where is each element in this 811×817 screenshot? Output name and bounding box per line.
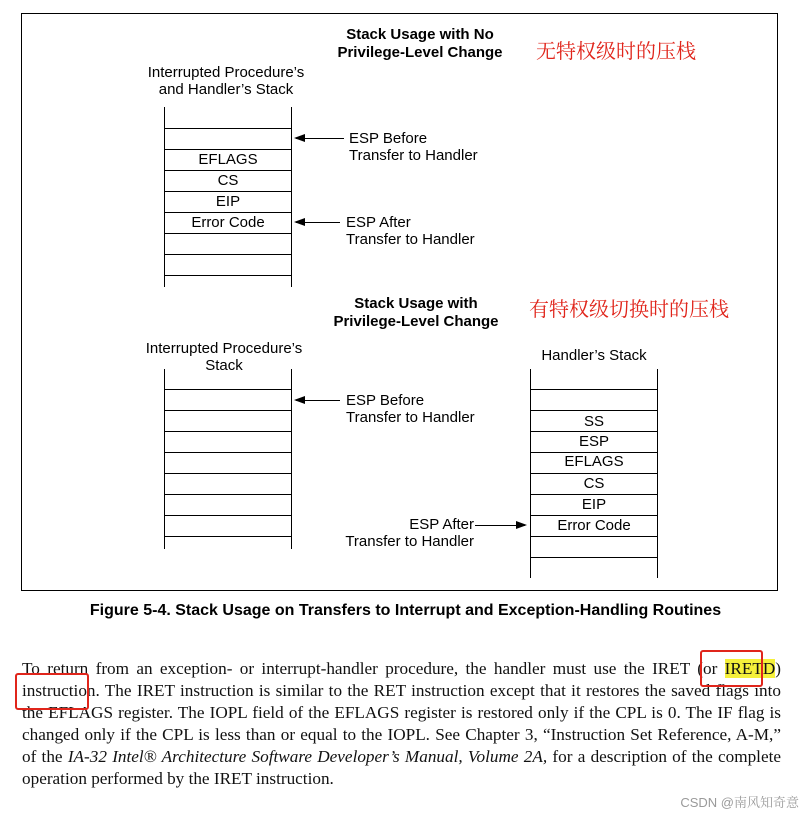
top-stack-line — [164, 233, 292, 234]
bottom-left-stack-left-wall — [164, 369, 165, 549]
top-cell-eip: EIP — [215, 193, 241, 210]
handler-cell-eflags: EFLAGS — [564, 453, 624, 470]
bottom-left-stack-right-wall — [291, 369, 292, 549]
bottom-esp-before-line2: Transfer to Handler — [346, 409, 475, 426]
handler-cell-cs: CS — [583, 475, 605, 492]
top-esp-after-line2: Transfer to Handler — [346, 231, 475, 248]
top-stack-line — [164, 275, 292, 276]
top-esp-after-arrow — [296, 222, 340, 223]
bottom-left-stack-line — [164, 536, 292, 537]
top-esp-before-arrow — [296, 138, 344, 139]
bottom-esp-after-label — [334, 516, 474, 550]
bottom-esp-after-arrow — [475, 525, 525, 526]
bottom-esp-after-line1: ESP After — [409, 516, 474, 533]
manual-title: IA-32 Intel® Architecture Software Developer’s Manual, Volume 2A, — [67, 747, 548, 766]
bottom-left-stack-line — [164, 473, 292, 474]
top-stack-line — [164, 254, 292, 255]
bottom-left-stack-line — [164, 431, 292, 432]
iretd-keyword-highlight: IRETD — [724, 659, 776, 678]
bottom-left-stack-line — [164, 515, 292, 516]
bottom-title-line1: Stack Usage with — [354, 295, 478, 312]
iret-keyword: IRET — [652, 659, 690, 678]
bottom-cn-note: 有特权级切换时的压栈 — [529, 297, 729, 321]
bottom-left-label-line2: Stack — [205, 357, 243, 374]
bottom-left-stack-label — [124, 340, 324, 374]
watermark: CSDN @南风知奇意 — [680, 795, 799, 810]
para-text-1: To return from an exception- or interrupt-handler procedure, the handler must use the — [22, 659, 653, 678]
top-esp-after-line1: ESP After — [346, 214, 411, 231]
handler-cell-eip: EIP — [581, 496, 607, 513]
top-stack-line — [164, 128, 292, 129]
top-title-line1: Stack Usage with No — [346, 26, 494, 43]
body-paragraph — [22, 658, 781, 790]
top-esp-before-line1: ESP Before — [349, 130, 428, 147]
para-text-4: for a description of the complete operation performed by the IRET instruction. — [22, 747, 781, 788]
top-cell-eflags: EFLAGS — [198, 151, 258, 168]
bottom-left-stack-line — [164, 389, 292, 390]
handler-cell-esp: ESP — [578, 433, 609, 450]
iret-annotation-box — [700, 650, 763, 687]
bottom-right-stack-label: Handler’s Stack — [541, 347, 647, 364]
top-stack-label-line1: Interrupted Procedure’s — [147, 64, 305, 81]
bottom-left-stack-line — [164, 494, 292, 495]
bottom-left-label-line1: Interrupted Procedure’s — [145, 340, 303, 357]
handler-stack-line — [530, 536, 658, 537]
bottom-esp-before-label — [346, 392, 475, 426]
para-text-2: (or — [689, 659, 725, 678]
top-cn-note: 无特权级时的压栈 — [536, 39, 696, 63]
top-title — [320, 26, 520, 62]
handler-cell-ss: SS — [583, 413, 604, 430]
top-cell-cs: CS — [217, 172, 239, 189]
top-esp-before-line2: Transfer to Handler — [349, 147, 478, 164]
handler-stack-line — [530, 389, 658, 390]
handler-stack-line — [530, 410, 658, 411]
handler-cell-error-code: Error Code — [557, 517, 631, 534]
bottom-esp-before-arrow — [296, 400, 340, 401]
bottom-title — [316, 295, 516, 331]
top-esp-before-label — [349, 130, 478, 164]
top-stack-label-line2: and Handler’s Stack — [158, 81, 294, 98]
bottom-left-stack-line — [164, 410, 292, 411]
bottom-esp-before-line1: ESP Before — [346, 392, 425, 409]
para-text-3: ) instruction. The IRET instruction is similar to the RET instruction except that it restores the saved flags into the EFLAGS register. The IOPL field of the EFLAGS register is restored only if the CPL is 0. The IF flag is changed only if the CPL is less than or equal to the IOPL. See Chapter 3, “Instruction Set Reference, A-M,” of the — [22, 659, 782, 766]
iretd-annotation-box — [15, 673, 89, 710]
bottom-esp-after-line2: Transfer to Handler — [345, 533, 474, 550]
top-cell-error-code: Error Code — [191, 214, 265, 231]
handler-stack-line — [530, 557, 658, 558]
figure-caption: Figure 5-4. Stack Usage on Transfers to Interrupt and Exception-Handling Routines — [89, 602, 722, 619]
top-esp-after-label — [346, 214, 475, 248]
top-title-line2: Privilege-Level Change — [337, 44, 503, 61]
top-stack-label — [126, 64, 326, 98]
bottom-title-line2: Privilege-Level Change — [333, 313, 499, 330]
bottom-left-stack-line — [164, 452, 292, 453]
